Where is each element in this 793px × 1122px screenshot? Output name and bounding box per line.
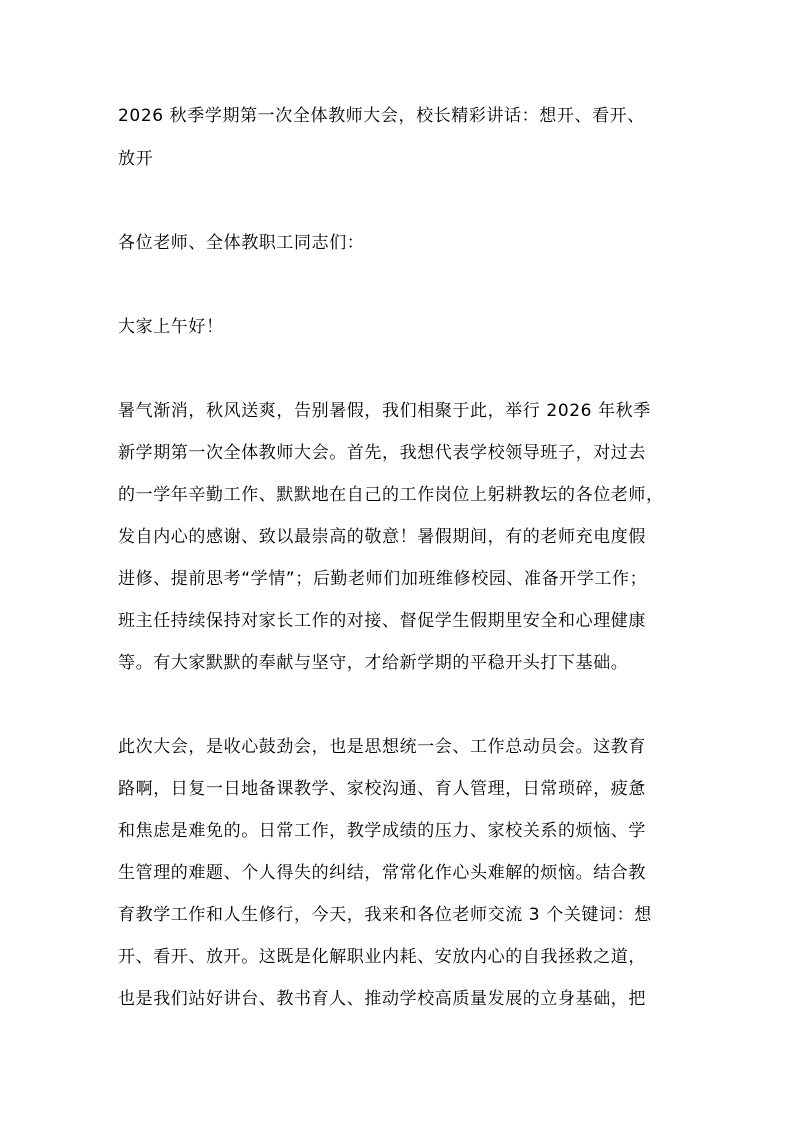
document-title-line-2: 放开 xyxy=(118,149,154,169)
paragraph-2-line-1: 此次大会，是收心鼓劲会，也是思想统一会、工作总动员会。这教育 xyxy=(118,737,646,757)
paragraph-1-line-2: 新学期第一次全体教师大会。首先，我想代表学校领导班子，对过去 xyxy=(118,443,646,463)
paragraph-2-line-5: 育教学工作和人生修行，今天，我来和各位老师交流 3 个关键词：想 xyxy=(118,905,652,925)
salutation: 各位老师、全体教职工同志们： xyxy=(118,233,365,253)
greeting: 大家上午好！ xyxy=(118,317,224,337)
paragraph-2-line-2: 路啊，日复一日地备课教学、家校沟通、育人管理，日常琐碎，疲惫 xyxy=(118,779,646,799)
paragraph-1-line-4: 发自内心的感谢、致以最崇高的敬意！暑假期间，有的老师充电度假 xyxy=(118,527,646,547)
paragraph-1-line-7: 等。有大家默默的奉献与坚守，才给新学期的平稳开头打下基础。 xyxy=(118,653,629,673)
paragraph-1-line-3: 的一学年辛勤工作、默默地在自己的工作岗位上躬耕教坛的各位老师， xyxy=(118,485,664,505)
paragraph-2-line-7: 也是我们站好讲台、教书育人、推动学校高质量发展的立身基础，把 xyxy=(118,989,646,1009)
paragraph-1-line-5: 进修、提前思考“学情”；后勤老师们加班维修校园、准备开学工作； xyxy=(118,569,648,589)
document-title-line-1: 2026 秋季学期第一次全体教师大会，校长精彩讲话：想开、看开、 xyxy=(118,106,645,126)
paragraph-2-line-6: 开、看开、放开。这既是化解职业内耗、安放内心的自我拯救之道， xyxy=(118,947,646,967)
paragraph-1-line-1: 暑气渐消，秋风送爽，告别暑假，我们相聚于此，举行 2026 年秋季 xyxy=(118,401,651,421)
paragraph-1-line-6: 班主任持续保持对家长工作的对接、督促学生假期里安全和心理健康 xyxy=(118,611,646,631)
paragraph-2-line-3: 和焦虑是难免的。日常工作，教学成绩的压力、家校关系的烦恼、学 xyxy=(118,821,646,841)
paragraph-2-line-4: 生管理的难题、个人得失的纠结，常常化作心头难解的烦恼。结合教 xyxy=(118,863,646,883)
